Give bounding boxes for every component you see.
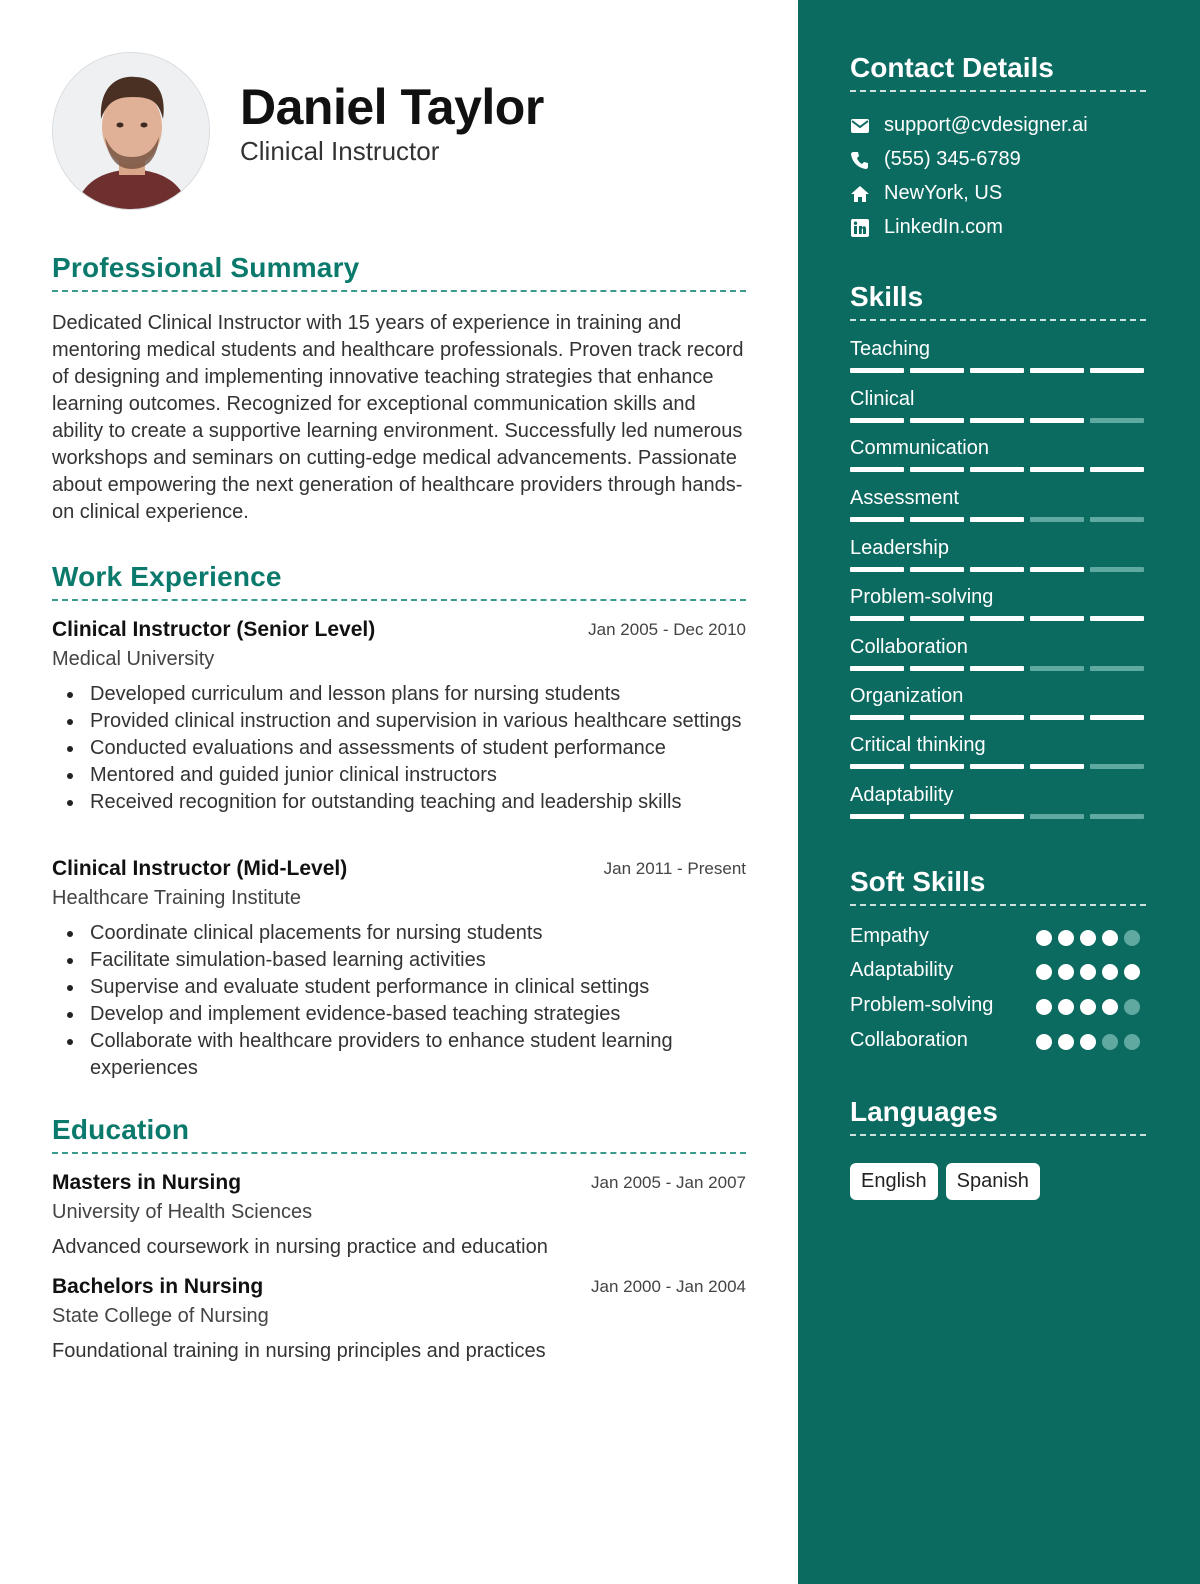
skill-item [850, 338, 1146, 361]
contact-location [850, 182, 1002, 205]
skill-rating-segment [910, 467, 964, 472]
skill-rating-segment [1090, 814, 1144, 819]
candidate-title: Clinical Instructor [240, 136, 440, 166]
contact-phone[interactable] [850, 148, 1021, 171]
soft-skill-rating [1036, 964, 1146, 980]
soft-skill-name: Empathy [850, 925, 929, 947]
skill-rating-segment [910, 814, 964, 819]
education-date: Jan 2005 - Jan 2007 [590, 1173, 746, 1192]
degree-title: Bachelors in Nursing [52, 1275, 264, 1298]
profile-photo [52, 52, 210, 210]
skill-rating-segment [850, 467, 904, 472]
skill-rating-segment [850, 517, 904, 522]
soft-skill-dot [1102, 930, 1118, 946]
soft-skill-dot [1080, 964, 1096, 980]
job-duties-list [52, 681, 746, 816]
skill-rating-segment [970, 764, 1024, 769]
skill-rating-bar [850, 418, 1146, 423]
education-divider [52, 1152, 746, 1154]
skill-rating-segment [1030, 666, 1084, 671]
soft-skill-dot [1058, 1034, 1074, 1050]
skill-item [850, 537, 1146, 560]
skill-rating-segment [1030, 467, 1084, 472]
language-tag: English [850, 1163, 938, 1200]
email-text: support@cvdesigner.ai [884, 114, 1088, 136]
linkedin-icon [850, 218, 870, 238]
skill-name: Critical thinking [850, 734, 986, 756]
skill-rating-bar [850, 368, 1146, 373]
skill-rating-segment [850, 814, 904, 819]
skill-rating-segment [970, 467, 1024, 472]
job-duty: Facilitate simulation-based learning activities [52, 947, 746, 974]
skill-name: Clinical [850, 388, 915, 410]
experience-divider [52, 599, 746, 601]
skill-rating-bar [850, 517, 1146, 522]
education-description: Advanced coursework in nursing practice and education [52, 1236, 548, 1258]
soft-skill-item [850, 925, 1146, 951]
candidate-name: Daniel Taylor [240, 79, 544, 135]
skills-divider [850, 319, 1146, 321]
skill-rating-segment [970, 517, 1024, 522]
skill-rating-segment [1090, 666, 1144, 671]
skill-rating-segment [1090, 616, 1144, 621]
skill-rating-segment [910, 616, 964, 621]
skill-rating-segment [1090, 368, 1144, 373]
job-entry [52, 857, 746, 1082]
soft-skill-rating [1036, 930, 1146, 946]
soft-skill-dot [1124, 1034, 1140, 1050]
skill-rating-segment [910, 567, 964, 572]
skill-name: Teaching [850, 338, 931, 360]
contact-heading: Contact Details [850, 52, 1054, 83]
skill-rating-segment [1090, 517, 1144, 522]
skill-rating-segment [1090, 715, 1144, 720]
soft-skill-name: Collaboration [850, 1029, 968, 1051]
soft-skill-dot [1080, 930, 1096, 946]
skill-rating-segment [850, 368, 904, 373]
soft-skill-item [850, 959, 1146, 985]
skill-rating-segment [850, 715, 904, 720]
skill-rating-segment [970, 368, 1024, 373]
job-duty: Supervise and evaluate student performance in clinical settings [52, 974, 746, 1001]
skill-name: Organization [850, 685, 964, 707]
skill-rating-segment [970, 567, 1024, 572]
languages-divider [850, 1134, 1146, 1136]
job-duty: Collaborate with healthcare providers to enhance student learning experiences [52, 1028, 746, 1082]
soft-skill-item [850, 994, 1146, 1020]
skill-rating-segment [1030, 814, 1084, 819]
skill-rating-segment [1030, 517, 1084, 522]
soft-skill-dot [1036, 964, 1052, 980]
skills-heading: Skills [850, 281, 924, 312]
home-icon [850, 184, 870, 204]
soft-skills-divider [850, 904, 1146, 906]
school-name: University of Health Sciences [52, 1201, 313, 1223]
summary-heading: Professional Summary [52, 252, 360, 283]
job-duty: Coordinate clinical placements for nursing students [52, 920, 746, 947]
job-date: Jan 2011 - Present [603, 859, 746, 878]
skill-rating-segment [1090, 467, 1144, 472]
experience-heading: Work Experience [52, 561, 282, 592]
soft-skill-dot [1036, 930, 1052, 946]
skill-item [850, 487, 1146, 510]
job-title: Clinical Instructor (Mid-Level) [52, 857, 348, 880]
job-duty: Develop and implement evidence-based teaching strategies [52, 1001, 746, 1028]
phone-icon [850, 150, 870, 170]
skill-rating-bar [850, 666, 1146, 671]
job-duty: Developed curriculum and lesson plans for nursing students [52, 681, 746, 708]
skill-name: Communication [850, 437, 989, 459]
skill-rating-segment [910, 368, 964, 373]
job-duty: Mentored and guided junior clinical instructors [52, 762, 746, 789]
job-title: Clinical Instructor (Senior Level) [52, 618, 376, 641]
soft-skill-dot [1058, 964, 1074, 980]
degree-title: Masters in Nursing [52, 1171, 242, 1194]
summary-text: Dedicated Clinical Instructor with 15 years of experience in training and mentoring medical students and healthcare professionals. Proven track record of designing and implementing innovative teaching strategies that enhance learning outcomes. Recognized for exceptional communication skills and ability to create a supportive learning environment. Successfully led numerous workshops and seminars on cutting-edge medical advancements. Passionate about empowering the next generation of healthcare providers through hands-on clinical experience. [52, 312, 744, 523]
skill-rating-segment [1030, 567, 1084, 572]
skill-item [850, 784, 1146, 807]
skill-rating-segment [1030, 715, 1084, 720]
skill-rating-segment [910, 418, 964, 423]
skill-rating-segment [1030, 764, 1084, 769]
skill-rating-segment [1090, 764, 1144, 769]
skill-rating-segment [850, 616, 904, 621]
skill-item [850, 636, 1146, 659]
linkedin-text: LinkedIn.com [884, 216, 1003, 238]
job-duties-list [52, 920, 746, 1082]
soft-skill-dot [1102, 1034, 1118, 1050]
soft-skill-dot [1058, 999, 1074, 1015]
language-tag: Spanish [946, 1163, 1040, 1200]
sidebar [798, 0, 1200, 1584]
soft-skill-rating [1036, 1034, 1146, 1050]
soft-skill-dot [1124, 999, 1140, 1015]
education-entry [52, 1171, 746, 1259]
skill-rating-segment [850, 666, 904, 671]
soft-skill-dot [1102, 999, 1118, 1015]
location-text: NewYork, US [884, 182, 1003, 204]
job-organization: Healthcare Training Institute [52, 887, 302, 909]
skill-rating-segment [1030, 616, 1084, 621]
skill-rating-bar [850, 616, 1146, 621]
envelope-icon [850, 116, 870, 136]
skill-item [850, 734, 1146, 757]
phone-text: (555) 345-6789 [884, 148, 1021, 170]
skill-rating-segment [910, 764, 964, 769]
skill-rating-segment [910, 517, 964, 522]
soft-skill-dot [1080, 999, 1096, 1015]
soft-skill-dot [1102, 964, 1118, 980]
skill-rating-segment [850, 764, 904, 769]
summary-divider [52, 290, 746, 292]
soft-skill-dot [1036, 1034, 1052, 1050]
skill-rating-bar [850, 814, 1146, 819]
education-entry [52, 1275, 746, 1363]
person-portrait-icon [53, 53, 210, 210]
contact-linkedin[interactable] [850, 216, 1003, 239]
soft-skill-dot [1124, 964, 1140, 980]
skill-name: Leadership [850, 537, 949, 559]
skill-rating-bar [850, 467, 1146, 472]
skill-rating-segment [910, 715, 964, 720]
contact-divider [850, 90, 1146, 92]
skill-rating-segment [910, 666, 964, 671]
school-name: State College of Nursing [52, 1305, 269, 1327]
skill-rating-segment [970, 616, 1024, 621]
skill-item [850, 586, 1146, 609]
skill-name: Problem-solving [850, 586, 994, 608]
education-description: Foundational training in nursing principles and practices [52, 1340, 546, 1362]
skill-name: Assessment [850, 487, 959, 509]
skill-item [850, 388, 1146, 411]
job-organization: Medical University [52, 648, 215, 670]
education-date: Jan 2000 - Jan 2004 [590, 1277, 746, 1296]
skill-rating-bar [850, 715, 1146, 720]
skill-rating-segment [970, 715, 1024, 720]
skill-rating-segment [1090, 418, 1144, 423]
soft-skill-dot [1058, 930, 1074, 946]
skill-rating-segment [970, 418, 1024, 423]
soft-skill-dot [1124, 930, 1140, 946]
skill-rating-segment [1090, 567, 1144, 572]
skill-rating-segment [1030, 418, 1084, 423]
skill-name: Adaptability [850, 784, 954, 806]
soft-skill-rating [1036, 999, 1146, 1015]
skill-rating-segment [970, 814, 1024, 819]
education-heading: Education [52, 1114, 190, 1145]
job-date: Jan 2005 - Dec 2010 [588, 620, 746, 639]
soft-skill-item [850, 1029, 1146, 1055]
job-entry [52, 618, 746, 816]
contact-email[interactable] [850, 114, 1088, 137]
skill-rating-bar [850, 764, 1146, 769]
soft-skill-dot [1080, 1034, 1096, 1050]
skill-rating-segment [850, 418, 904, 423]
soft-skill-name: Adaptability [850, 959, 954, 981]
skill-name: Collaboration [850, 636, 968, 658]
languages-list [850, 1163, 1048, 1200]
job-duty: Received recognition for outstanding teaching and leadership skills [52, 789, 746, 816]
languages-heading: Languages [850, 1096, 998, 1127]
soft-skill-name: Problem-solving [850, 994, 994, 1016]
job-duty: Provided clinical instruction and supervision in various healthcare settings [52, 708, 746, 735]
soft-skills-heading: Soft Skills [850, 866, 986, 897]
skill-rating-segment [850, 567, 904, 572]
skill-rating-segment [970, 666, 1024, 671]
skill-item [850, 437, 1146, 460]
job-duty: Conducted evaluations and assessments of student performance [52, 735, 746, 762]
skill-rating-bar [850, 567, 1146, 572]
soft-skill-dot [1036, 999, 1052, 1015]
skill-rating-segment [1030, 368, 1084, 373]
skill-item [850, 685, 1146, 708]
